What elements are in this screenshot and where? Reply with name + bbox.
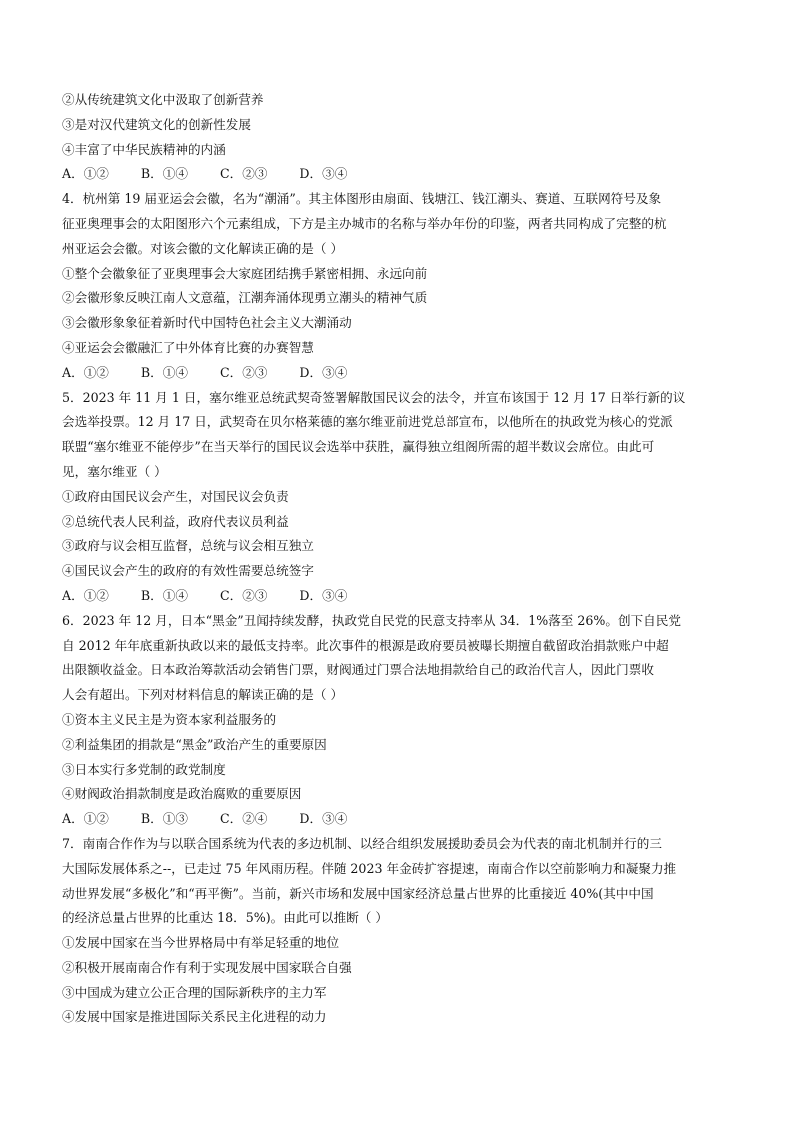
question-stem-line: 会选举投票。12 月 17 日，武契奇在贝尔格莱德的塞尔维亚前进党总部宣布，以他所在的执政党为核心的党派 (62, 414, 673, 430)
statement: ②从传统建筑文化中汲取了创新营养 (62, 92, 264, 107)
statement: ①资本主义民主是为资本家利益服务的 (62, 711, 277, 727)
answer-options: A．①② B．①④ C．②③ D．③④ (62, 364, 348, 380)
statement: ③政府与议会相互监督，总统与议会相互独立 (62, 538, 314, 554)
statement: ④国民议会产生的政府的有效性需要总统签字 (62, 563, 314, 579)
statement: ③日本实行多党制的政党制度 (62, 761, 226, 777)
statement: ③中国成为建立公正合理的国际新秩序的主力军 (62, 984, 327, 1000)
statement: ①政府由国民议会产生，对国民议会负责 (62, 488, 289, 504)
question-stem-line: 4．杭州第 19 届亚运会会徽，名为“潮涌”。其主体图形由扇面、钱塘江、钱江潮头、赛道、互联网符号及象 (62, 191, 662, 207)
question-stem-line: 大国际发展体系之--，已走过 75 年风雨历程。伴随 2023 年金砖扩容提速，南南合作以空前影响力和凝聚力推 (62, 860, 677, 876)
statement: ②总统代表人民利益，政府代表议员利益 (62, 513, 289, 529)
answer-options: A．①② B．①④ C．②③ D．③④ (62, 166, 348, 182)
statement: ④发展中国家是推进国际关系民主化进程的动力 (62, 1009, 327, 1025)
statement: ②会徽形象反映江南人文意蕴，江潮奔涌体现勇立潮头的精神气质 (62, 290, 428, 306)
question-stem-line: 见，塞尔维亚（ ） (62, 463, 167, 479)
question-stem-line: 自 2012 年年底重新执政以来的最低支持率。此次事件的根源是政府要员被曝长期擅自截留政治捐款账户中超 (62, 637, 669, 653)
question-3-tail (62, 88, 738, 187)
statement: ④财阀政治捐款制度是政治腐败的重要原因 (62, 786, 302, 802)
statement: ②利益集团的捐款是“黑金”政治产生的重要原因 (62, 736, 327, 752)
question-7 (62, 832, 738, 1030)
statement: ③是对汉代建筑文化的创新性发展 (62, 116, 251, 132)
answer-options: A．①② B．①④ C．②③ D．③④ (62, 587, 348, 603)
question-stem-line: 出限额收益金。日本政治筹款活动会销售门票，财阀通过门票合法地捐款给自己的政治代言人，因此门票收 (62, 662, 654, 678)
question-stem-line: 联盟“塞尔维亚不能停步”在当天举行的国民议会选举中获胜，赢得独立组阁所需的超半数议会席位。由此可 (62, 439, 655, 455)
question-stem-line: 7．南南合作作为与以联合国系统为代表的多边机制、以经合组织发展援助委员会为代表的南北机制并行的三 (62, 835, 662, 851)
statement: ①整个会徽象征了亚奥理事会大家庭团结携手紧密相拥、永远向前 (62, 265, 428, 281)
statement: ②积极开展南南合作有利于实现发展中国家联合自强 (62, 959, 352, 975)
question-stem-line: 6．2023 年 12 月，日本“黑金”丑闻持续发酵，执政党自民党的民意支持率从 34．1%落至 26%。创下自民党 (62, 612, 681, 628)
question-stem-line: 的经济总量占世界的比重达 18．5%)。由此可以推断（ ） (62, 910, 388, 926)
question-6 (62, 609, 738, 832)
question-stem-line: 人会有超出。下列对材料信息的解读正确的是（ ） (62, 687, 344, 703)
question-5 (62, 386, 738, 609)
question-4 (62, 187, 738, 385)
question-stem-line: 州亚运会会徽。对该会徽的文化解读正确的是（ ） (62, 240, 344, 256)
statement: ①发展中国家在当今世界格局中有举足轻重的地位 (62, 935, 340, 951)
question-stem-line: 动世界发展“多极化”和“再平衡”。当前，新兴市场和发展中国家经济总量占世界的比重接近 40%(其中中国 (62, 885, 654, 901)
statement: ④丰富了中华民族精神的内涵 (62, 141, 226, 157)
exam-page (62, 88, 738, 1030)
answer-options: A．①② B．①③ C．②④ D．③④ (62, 811, 348, 827)
statement: ③会徽形象象征着新时代中国特色社会主义大潮涌动 (62, 315, 352, 331)
question-stem-line: 5．2023 年 11 月 1 日，塞尔维亚总统武契奇签署解散国民议会的法令，并宣布该国于 12 月 17 日举行新的议 (62, 389, 686, 405)
question-stem-line: 征亚奥理事会的太阳图形六个元素组成，下方是主办城市的名称与举办年份的印鉴，两者共同构成了完整的杭 (62, 215, 667, 231)
statement: ④亚运会会徽融汇了中外体育比赛的办赛智慧 (62, 339, 314, 355)
